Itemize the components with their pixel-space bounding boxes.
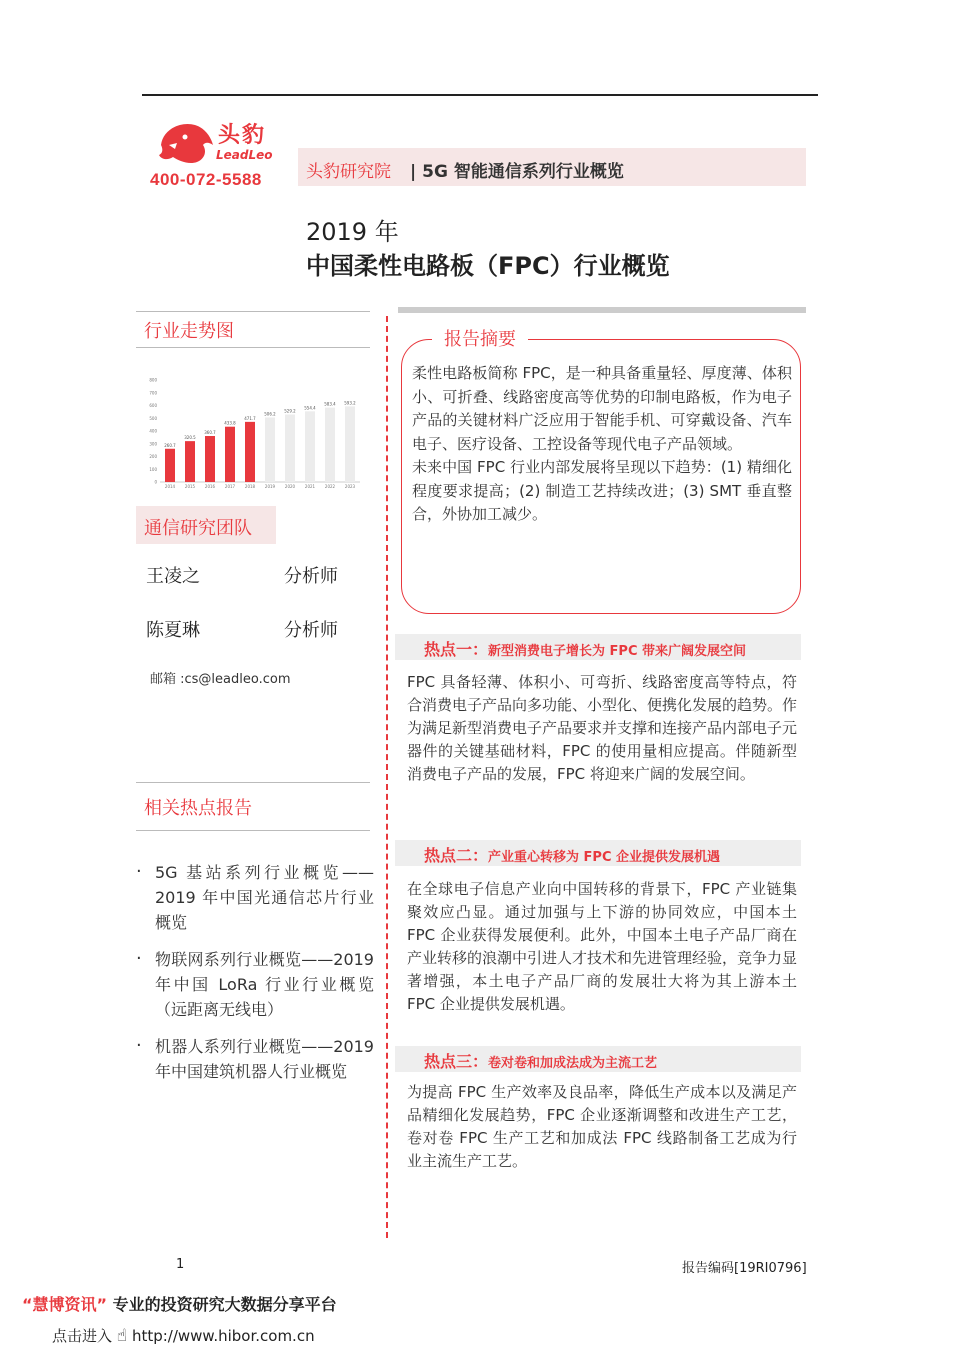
chart-y-tick-label: 300 [149,441,157,447]
chart-data-label: 554.4 [304,405,316,411]
doc-title: 中国柔性电路板（FPC）行业概览 [306,252,670,280]
chart-bar [345,406,355,482]
promo-line [22,1292,337,1315]
chart-y-tick-label: 200 [149,454,157,459]
column-divider [386,316,388,1238]
abstract-paragraph: 未来中国 FPC 行业内部发展将呈现以下趋势：(1) 精细化程度要求提高；(2) 制造工艺持续改进；(3) SMT 垂直整合，外协加工减少。 [412,458,792,523]
related-section-title: 相关热点报告 [144,798,252,819]
chart-data-label: 583.4 [324,401,336,407]
chart-data-label: 360.7 [204,430,216,436]
chart-data-label: 529.2 [284,408,296,414]
hotpoint-body: 在全球电子信息产业向中国转移的背景下，FPC 产业链集聚效应凸显。通过加强与上下游的协同效应，中国本土 FPC 企业获得发展便利。此外，中国本土电子产品厂商在产业转移的浪潮中引进人才技术和先进管理经验，竞争力显著增强，本土电子产品厂商的发展壮大将为其上游本土 FPC 企业提供发展机遇。 [407,880,798,1013]
chart-tick-label: 2016 [204,484,216,489]
chart-tick-label: 2019 [264,484,276,489]
logo-chinese-text: 头豹 [218,123,267,148]
institute-name: 头豹研究院 [306,162,391,182]
doc-year: 2019 年 [306,218,399,246]
chart-bar [165,449,175,482]
promo-text: 专业的投资研究大数据分享平台 [112,1295,337,1314]
chart-bar [285,415,295,482]
chart-tick-label: 2018 [244,484,256,489]
related-report-link[interactable]: · 机器人系列行业概览——2019 年中国建筑机器人行业概览 [136,1034,374,1084]
related-report-link[interactable]: · 5G 基站系列行业概览——2019 年中国光通信芯片行业概览 [136,860,374,935]
team-section-title: 通信研究团队 [144,518,252,539]
chart-bar [265,417,275,482]
chart-tick-label: 2021 [304,484,316,489]
chart-bar [305,411,315,482]
crescent-icon [396,1051,412,1067]
hotpoint-body: 为提高 FPC 生产效率及良品率，降低生产成本以及满足产品精细化发展趋势，FPC 企业逐渐调整和改进生产工艺，卷对卷 FPC 生产工艺和加成法 FPC 线路制备工艺成为行业主流生产工艺。 [407,1083,797,1170]
chart-data-label: 320.5 [184,435,196,441]
page-number: 1 [176,1257,185,1272]
phone-number: 400-072-5588 [150,170,262,189]
hotpoint-subtitle: 产业重心转移为 FPC 企业提供发展机遇 [488,850,721,865]
chart-bar [205,436,215,482]
promo-brand: “慧博资讯” [22,1295,108,1314]
member-name: 王凌之 [146,566,200,587]
chart-tick-label: 2015 [184,484,196,489]
contact-email: 邮箱 :cs@leadleo.com [150,672,291,687]
abstract-text [412,362,792,527]
related-report-link[interactable]: · 物联网系列行业概览——2019 年中国 LoRa 行业行业概览（远距离无线电） [136,947,374,1022]
link-prefix: 点击进入 [52,1327,113,1345]
chart-y-tick-label: 400 [149,428,157,434]
hotpoint-label: 热点一： [424,640,489,659]
chart-data-label: 593.2 [344,400,356,406]
chart-tick-label: 2020 [284,484,296,489]
hotpoint-label: 热点二： [424,846,489,865]
hotpoint-subtitle: 卷对卷和加成法成为主流工艺 [488,1056,658,1071]
chart-y-tick-label: 100 [149,466,157,472]
chart-bar [225,427,235,482]
abstract-top-bar [398,307,806,313]
abstract-label: 报告摘要 [444,329,516,350]
chart-y-tick-label: 0 [154,479,157,485]
hotpoint-title [424,843,720,866]
top-rule [142,94,818,96]
abstract-label-wrap [432,325,528,351]
chart-tick-label: 2023 [344,484,356,489]
chart-y-tick-label: 500 [149,415,157,421]
member-role: 分析师 [284,620,338,641]
hotpoint-title [424,1049,657,1072]
member-name: 陈夏琳 [146,620,200,641]
trend-section-title: 行业走势图 [144,321,234,342]
chart-y-tick-label: 600 [149,403,157,408]
section-rule [136,782,370,783]
chart-bar [185,441,195,482]
trend-chart [140,372,368,492]
section-rule [136,347,370,348]
chart-tick-label: 2022 [324,484,336,489]
promo-link-line [52,1325,315,1346]
hand-pointer-icon: ☝ [116,1326,128,1346]
crescent-icon [396,639,412,655]
abstract-paragraph: 柔性电路板简称 FPC，是一种具备重量轻、厚度薄、体积小、可折叠、线路密度高等优势的印制电路板，作为电子产品的关键材料广泛应用于智能手机、可穿戴设备、汽车电子、医疗设备、工控设备等现代电子产品领域。 [412,364,792,453]
logo-english-text: LeadLeo [216,148,273,162]
hotpoint-subtitle: 新型消费电子增长为 FPC 带来广阔发展空间 [488,644,747,659]
member-role: 分析师 [284,566,338,587]
chart-y-tick-label: 700 [149,390,157,396]
chart-data-label: 433.8 [224,420,236,426]
related-report-list [136,860,374,1096]
chart-data-label: 260.7 [164,442,176,448]
promo-link[interactable]: http://www.hibor.com.cn [131,1327,315,1345]
chart-data-label: 506.2 [264,411,276,417]
chart-y-tick-label: 800 [149,377,157,383]
report-code: 报告编码[19RI0796] [682,1261,807,1276]
chart-bar [325,408,335,482]
hotpoint-body: FPC 具备轻薄、体积小、可弯折、线路密度高等特点，符合消费电子产品向多功能、小型化、便携化发展的趋势。作为满足新型消费电子产品要求并支撑和连接产品内部电子元器件的关键基础材料，FPC 的使用量相应提高。伴随新型消费电子产品的发展，FPC 将迎来广阔的发展空间。 [407,673,798,783]
series-title: | 5G 智能通信系列行业概览 [410,162,624,182]
chart-data-label: 471.7 [244,415,256,421]
hotpoint-label: 热点三： [424,1052,489,1071]
hotpoint-title [424,637,746,660]
section-rule [136,830,370,831]
section-rule [136,311,370,312]
chart-bar [245,422,255,482]
chart-tick-label: 2014 [164,484,176,489]
chart-tick-label: 2017 [224,484,236,489]
crescent-icon [396,845,412,861]
